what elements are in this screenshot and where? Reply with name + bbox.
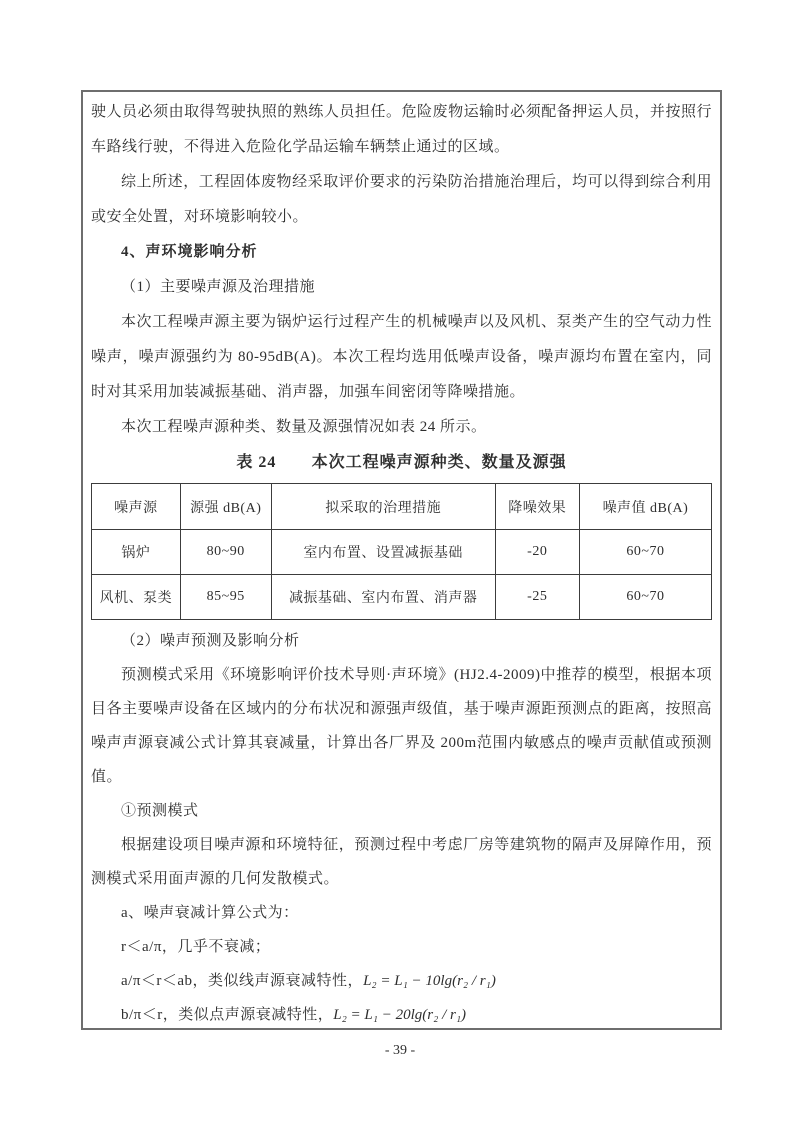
- formula-line-point-source: [91, 998, 712, 1030]
- heading-noise-prediction: （2）噪声预测及影响分析: [121, 633, 300, 649]
- table-row: [92, 575, 712, 620]
- noise-source-table: [91, 483, 712, 620]
- paragraph-solid-waste-summary: 综上所述，工程固体废物经采取评价要求的污染防治措施治理后，均可以得到综合利用或安全处置，对环境影响较小。: [91, 174, 712, 225]
- formula-point-expression: L₂ = L₁ − 20lg(r₂ / r₁): [333, 1007, 467, 1023]
- paragraph-table-reference: 本次工程噪声源种类、数量及源强情况如表 24 所示。: [121, 419, 487, 435]
- cell-source-boiler: 锅炉: [92, 530, 181, 575]
- table-header-noise-value: 噪声值 dB(A): [579, 484, 711, 530]
- table-header-noise-source: 噪声源: [92, 484, 181, 530]
- paragraph-prediction-mode-description: 根据建设项目噪声源和环境特征，预测过程中考虑厂房等建筑物的隔声及屏障作用，预测模式采用面声源的几何发散模式。: [91, 837, 712, 887]
- table-header-row: [92, 484, 712, 530]
- cell-value-fans-pumps: 60~70: [579, 575, 711, 620]
- cell-source-fans-pumps: 风机、泵类: [92, 575, 181, 620]
- cell-treatment-boiler: 室内布置、设置减振基础: [271, 530, 495, 575]
- page-number: - 39 -: [384, 1043, 416, 1058]
- formula-line-no-attenuation: r＜a/π，几乎不衰减；: [121, 939, 271, 955]
- table-caption-title: 本次工程噪声源种类、数量及源强: [311, 454, 567, 471]
- content-border-box: [81, 90, 722, 1030]
- heading-section-4: 4、声环境影响分析: [121, 244, 258, 260]
- cell-reduction-boiler: -20: [495, 530, 579, 575]
- formula-point-prefix: b/π＜r，类似点声源衰减特性，: [121, 1007, 334, 1023]
- cell-value-boiler: 60~70: [579, 530, 711, 575]
- formula-line-linear-source: [91, 964, 712, 998]
- table-caption-label: 表 24: [236, 454, 277, 471]
- heading-noise-sources: （1）主要噪声源及治理措施: [121, 279, 316, 295]
- paragraph-transport-continuation: 驶人员必须由取得驾驶执照的熟练人员担任。危险废物运输时必须配备押运人员，并按照行车路线行驶，不得进入危险化学品运输车辆禁止通过的区域。: [91, 104, 712, 155]
- table-row: [92, 530, 712, 575]
- paragraph-noise-source-description: 本次工程噪声源主要为锅炉运行过程产生的机械噪声以及风机、泵类产生的空气动力性噪声，噪声源强约为 80-95dB(A)。本次工程均选用低噪声设备，噪声源均布置在室内，同时对其采用加装减振基础、消声器，加强车间密闭等降噪措施。: [91, 314, 712, 400]
- cell-strength-fans-pumps: 85~95: [180, 575, 271, 620]
- table-header-source-strength: 源强 dB(A): [180, 484, 271, 530]
- formula-linear-expression: L₂ = L₁ − 10lg(r₂ / r₁): [363, 973, 496, 989]
- cell-treatment-fans-pumps: 减振基础、室内布置、消声器: [271, 575, 495, 620]
- cell-strength-boiler: 80~90: [180, 530, 271, 575]
- table-caption: [91, 447, 712, 479]
- paragraph-prediction-model: 预测模式采用《环境影响评价技术导则·声环境》(HJ2.4-2009)中推荐的模型，根据本项目各主要噪声设备在区域内的分布状况和源强声级值，基于噪声源距预测点的距离，按照高噪声声源衰减公式计算其衰减量，计算出各厂界及 200m范围内敏感点的噪声贡献值或预测值。: [91, 667, 712, 785]
- paragraph-attenuation-formula-intro: a、噪声衰减计算公式为：: [121, 905, 299, 921]
- table-header-treatment: 拟采取的治理措施: [271, 484, 495, 530]
- heading-prediction-mode: ①预测模式: [121, 803, 199, 819]
- table-header-reduction: 降噪效果: [495, 484, 579, 530]
- cell-reduction-fans-pumps: -25: [495, 575, 579, 620]
- formula-linear-prefix: a/π＜r＜ab，类似线声源衰减特性，: [121, 973, 364, 989]
